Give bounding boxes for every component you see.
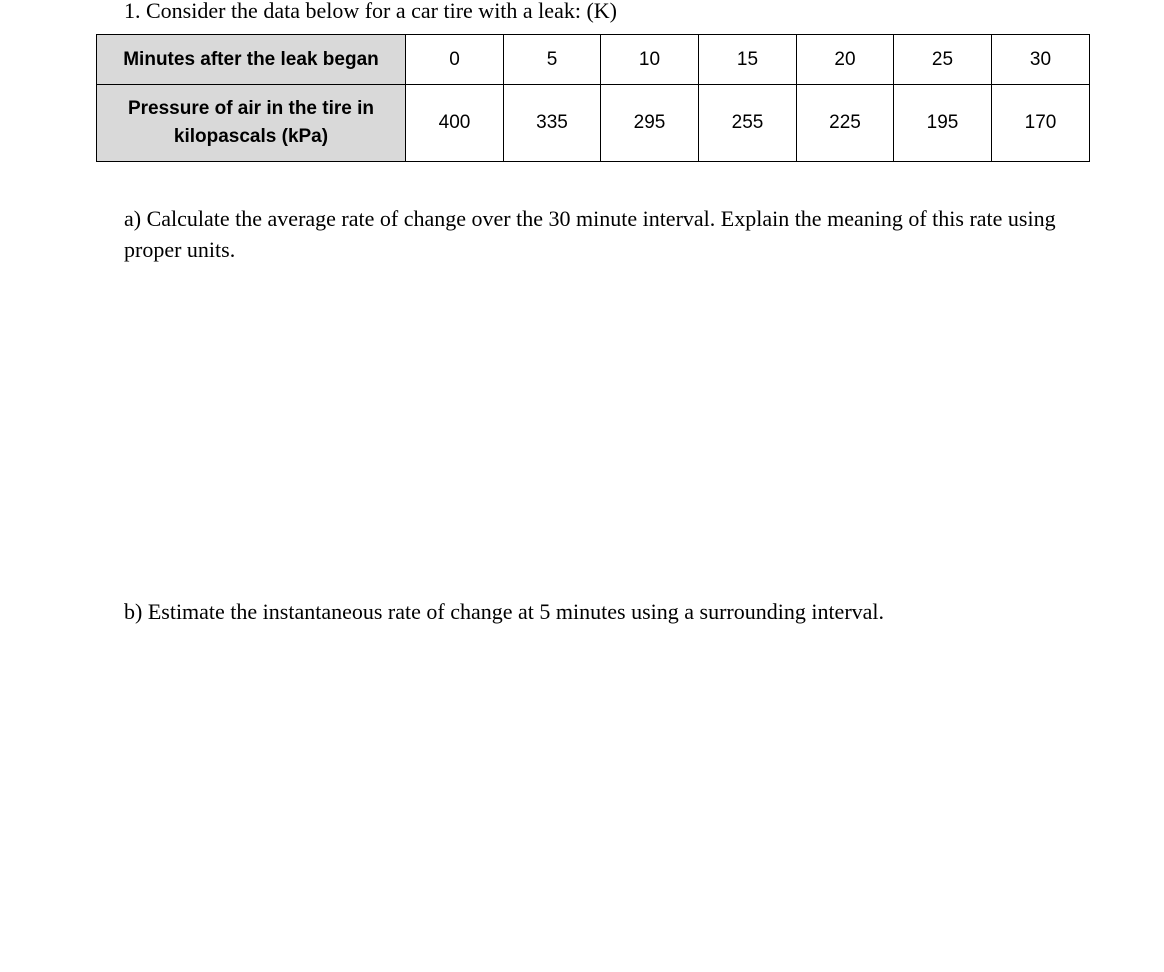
pressure-header-line2: kilopascals (kPa): [173, 126, 329, 148]
pressure-header-line1: Pressure of air in the tire in: [127, 98, 375, 120]
minutes-cell: 20: [797, 35, 894, 85]
pressure-cell: 255: [699, 85, 797, 162]
minutes-cell: 5: [504, 35, 601, 85]
minutes-cell: 10: [601, 35, 699, 85]
pressure-cell: 400: [406, 85, 504, 162]
part-a-question: a) Calculate the average rate of change over the 30 minute interval. Explain the meaning of this rate using proper units.: [124, 206, 1056, 262]
data-table: [96, 34, 1090, 162]
part-b-question: b) Estimate the instantaneous rate of change at 5 minutes using a surrounding interval.: [124, 599, 885, 624]
pressure-cell: 335: [504, 85, 601, 162]
pressure-cell: 225: [797, 85, 894, 162]
minutes-cell: 15: [699, 35, 797, 85]
minutes-cell: 25: [894, 35, 992, 85]
table-row-pressure: [97, 85, 1090, 162]
pressure-cell: 170: [992, 85, 1090, 162]
pressure-header: [97, 85, 406, 162]
minutes-header: Minutes after the leak began: [97, 35, 406, 85]
minutes-cell: 0: [406, 35, 504, 85]
table-row-minutes: [97, 35, 1090, 85]
minutes-cell: 30: [992, 35, 1090, 85]
question-intro: 1. Consider the data below for a car tire with a leak: (K): [124, 0, 617, 23]
pressure-cell: 295: [601, 85, 699, 162]
pressure-cell: 195: [894, 85, 992, 162]
